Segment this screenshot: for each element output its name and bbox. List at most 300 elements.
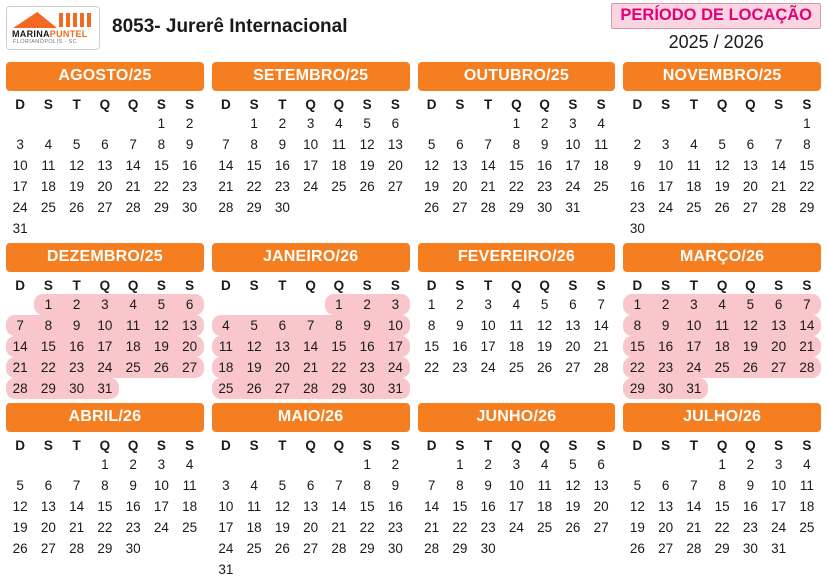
- day-cell[interactable]: 18: [331, 158, 347, 173]
- day-cell[interactable]: 30: [387, 541, 403, 556]
- day-cell[interactable]: 15: [714, 499, 730, 514]
- day-cell[interactable]: 14: [793, 315, 821, 336]
- day-cell[interactable]: 25: [537, 520, 553, 535]
- day-cell[interactable]: 23: [742, 520, 758, 535]
- day-cell[interactable]: 28: [297, 378, 325, 399]
- day-cell[interactable]: 10: [508, 478, 524, 493]
- day-cell[interactable]: 4: [44, 137, 53, 152]
- day-cell[interactable]: 2: [652, 294, 680, 315]
- day-cell[interactable]: 23: [537, 179, 553, 194]
- day-cell[interactable]: 18: [119, 336, 147, 357]
- day-cell[interactable]: 29: [623, 378, 651, 399]
- day-cell[interactable]: 16: [125, 499, 141, 514]
- day-cell[interactable]: 2: [746, 457, 755, 472]
- day-cell[interactable]: 7: [6, 315, 34, 336]
- day-cell[interactable]: 30: [742, 541, 758, 556]
- day-cell[interactable]: 1: [157, 116, 166, 131]
- day-cell[interactable]: 20: [387, 158, 403, 173]
- day-cell[interactable]: 18: [40, 179, 56, 194]
- day-cell[interactable]: 8: [363, 478, 371, 493]
- day-cell[interactable]: 17: [565, 158, 581, 173]
- day-cell[interactable]: 22: [424, 360, 440, 375]
- day-cell[interactable]: 12: [69, 158, 85, 173]
- day-cell[interactable]: 23: [629, 200, 645, 215]
- day-cell[interactable]: 14: [69, 499, 85, 514]
- day-cell[interactable]: 2: [278, 116, 287, 131]
- day-cell[interactable]: 19: [274, 520, 290, 535]
- day-cell[interactable]: 10: [153, 478, 169, 493]
- day-cell[interactable]: 18: [508, 339, 524, 354]
- day-cell[interactable]: 19: [565, 499, 581, 514]
- day-cell[interactable]: 29: [799, 200, 815, 215]
- day-cell[interactable]: 26: [424, 200, 440, 215]
- day-cell[interactable]: 15: [424, 339, 440, 354]
- day-cell[interactable]: 12: [629, 499, 645, 514]
- day-cell[interactable]: 26: [537, 360, 553, 375]
- day-cell[interactable]: 30: [182, 200, 198, 215]
- day-cell[interactable]: 24: [508, 520, 524, 535]
- day-cell[interactable]: 26: [69, 200, 85, 215]
- day-cell[interactable]: 27: [268, 378, 296, 399]
- day-cell[interactable]: 2: [540, 116, 549, 131]
- day-cell[interactable]: 19: [736, 336, 764, 357]
- day-cell[interactable]: 21: [69, 520, 85, 535]
- day-cell[interactable]: 24: [658, 200, 674, 215]
- day-cell[interactable]: 17: [12, 179, 28, 194]
- day-cell[interactable]: 21: [793, 336, 821, 357]
- day-cell[interactable]: 20: [97, 179, 113, 194]
- day-cell[interactable]: 31: [565, 200, 581, 215]
- day-cell[interactable]: 17: [303, 158, 319, 173]
- day-cell[interactable]: 25: [119, 357, 147, 378]
- day-cell[interactable]: 9: [63, 315, 91, 336]
- day-cell[interactable]: 24: [771, 520, 787, 535]
- day-cell[interactable]: 28: [218, 200, 234, 215]
- day-cell[interactable]: 16: [387, 499, 403, 514]
- day-cell[interactable]: 7: [793, 294, 821, 315]
- day-cell[interactable]: 2: [633, 137, 642, 152]
- day-cell[interactable]: 16: [63, 336, 91, 357]
- day-cell[interactable]: 30: [652, 378, 680, 399]
- day-cell[interactable]: 3: [774, 457, 783, 472]
- day-cell[interactable]: 11: [331, 137, 346, 152]
- day-cell[interactable]: 4: [185, 457, 194, 472]
- day-cell[interactable]: 3: [661, 137, 670, 152]
- day-cell[interactable]: 24: [218, 541, 234, 556]
- day-cell[interactable]: 13: [97, 158, 113, 173]
- day-cell[interactable]: 15: [325, 336, 353, 357]
- day-cell[interactable]: 7: [774, 137, 783, 152]
- day-cell[interactable]: 3: [512, 457, 521, 472]
- day-cell[interactable]: 12: [565, 478, 581, 493]
- day-cell[interactable]: 21: [297, 357, 325, 378]
- day-cell[interactable]: 8: [325, 315, 353, 336]
- day-cell[interactable]: 8: [718, 478, 726, 493]
- day-cell[interactable]: 14: [593, 318, 609, 333]
- day-cell[interactable]: 6: [268, 315, 296, 336]
- day-cell[interactable]: 11: [686, 158, 701, 173]
- day-cell[interactable]: 19: [424, 179, 440, 194]
- day-cell[interactable]: 25: [331, 179, 347, 194]
- day-cell[interactable]: 24: [381, 357, 409, 378]
- day-cell[interactable]: 21: [480, 179, 496, 194]
- day-cell[interactable]: 11: [708, 315, 736, 336]
- day-cell[interactable]: 9: [353, 315, 381, 336]
- day-cell[interactable]: 11: [182, 478, 197, 493]
- day-cell[interactable]: 13: [765, 315, 793, 336]
- day-cell[interactable]: 16: [742, 499, 758, 514]
- day-cell[interactable]: 7: [297, 315, 325, 336]
- day-cell[interactable]: 30: [629, 221, 645, 236]
- day-cell[interactable]: 13: [593, 478, 609, 493]
- day-cell[interactable]: 30: [353, 378, 381, 399]
- day-cell[interactable]: 11: [119, 315, 147, 336]
- day-cell[interactable]: 25: [508, 360, 524, 375]
- day-cell[interactable]: 26: [147, 357, 175, 378]
- day-cell[interactable]: 16: [452, 339, 468, 354]
- day-cell[interactable]: 11: [247, 499, 262, 514]
- day-cell[interactable]: 1: [250, 116, 258, 131]
- day-cell[interactable]: 30: [480, 541, 496, 556]
- day-cell[interactable]: 1: [427, 297, 436, 312]
- day-cell[interactable]: 15: [452, 499, 468, 514]
- day-cell[interactable]: 30: [63, 378, 91, 399]
- day-cell[interactable]: 29: [325, 378, 353, 399]
- day-cell[interactable]: 15: [623, 336, 651, 357]
- day-cell[interactable]: 2: [456, 297, 464, 312]
- day-cell[interactable]: 3: [484, 297, 492, 312]
- day-cell[interactable]: 29: [34, 378, 62, 399]
- day-cell[interactable]: 10: [680, 315, 708, 336]
- day-cell[interactable]: 21: [218, 179, 234, 194]
- day-cell[interactable]: 28: [6, 378, 34, 399]
- day-cell[interactable]: 25: [799, 520, 815, 535]
- day-cell[interactable]: 26: [565, 520, 581, 535]
- day-cell[interactable]: 20: [452, 179, 468, 194]
- day-cell[interactable]: 4: [212, 315, 240, 336]
- day-cell[interactable]: 8: [803, 137, 811, 152]
- day-cell[interactable]: 4: [250, 478, 258, 493]
- day-cell[interactable]: 18: [537, 499, 553, 514]
- day-cell[interactable]: 7: [335, 478, 343, 493]
- day-cell[interactable]: 1: [34, 294, 62, 315]
- day-cell[interactable]: 6: [765, 294, 793, 315]
- day-cell[interactable]: 23: [452, 360, 468, 375]
- day-cell[interactable]: 20: [40, 520, 56, 535]
- day-cell[interactable]: 20: [565, 339, 581, 354]
- day-cell[interactable]: 4: [690, 137, 698, 152]
- day-cell[interactable]: 13: [176, 315, 204, 336]
- day-cell[interactable]: 5: [718, 137, 726, 152]
- day-cell[interactable]: 12: [147, 315, 175, 336]
- day-cell[interactable]: 4: [119, 294, 147, 315]
- day-cell[interactable]: 25: [212, 378, 240, 399]
- day-cell[interactable]: 9: [540, 137, 549, 152]
- day-cell[interactable]: 17: [91, 336, 119, 357]
- day-cell[interactable]: 7: [129, 137, 137, 152]
- day-cell[interactable]: 23: [274, 179, 290, 194]
- day-cell[interactable]: 5: [633, 478, 642, 493]
- day-cell[interactable]: 22: [34, 357, 62, 378]
- day-cell[interactable]: 16: [629, 179, 645, 194]
- day-cell[interactable]: 7: [72, 478, 81, 493]
- day-cell[interactable]: 4: [512, 297, 521, 312]
- day-cell[interactable]: 27: [97, 200, 113, 215]
- day-cell[interactable]: 9: [652, 315, 680, 336]
- day-cell[interactable]: 27: [593, 520, 609, 535]
- day-cell[interactable]: 8: [250, 137, 258, 152]
- day-cell[interactable]: 17: [218, 520, 234, 535]
- day-cell[interactable]: 14: [480, 158, 496, 173]
- day-cell[interactable]: 9: [185, 137, 194, 152]
- day-cell[interactable]: 20: [268, 357, 296, 378]
- day-cell[interactable]: 4: [708, 294, 736, 315]
- day-cell[interactable]: 9: [484, 478, 492, 493]
- day-cell[interactable]: 17: [153, 499, 169, 514]
- day-cell[interactable]: 3: [91, 294, 119, 315]
- day-cell[interactable]: 8: [101, 478, 109, 493]
- day-cell[interactable]: 9: [278, 137, 287, 152]
- day-cell[interactable]: 1: [456, 457, 464, 472]
- day-cell[interactable]: 19: [12, 520, 28, 535]
- day-cell[interactable]: 9: [746, 478, 755, 493]
- day-cell[interactable]: 18: [212, 357, 240, 378]
- day-cell[interactable]: 6: [661, 478, 670, 493]
- day-cell[interactable]: 13: [40, 499, 56, 514]
- day-cell[interactable]: 28: [331, 541, 347, 556]
- day-cell[interactable]: 11: [537, 478, 552, 493]
- day-cell[interactable]: 24: [153, 520, 169, 535]
- day-cell[interactable]: 23: [182, 179, 198, 194]
- day-cell[interactable]: 18: [593, 158, 609, 173]
- day-cell[interactable]: 18: [799, 499, 815, 514]
- day-cell[interactable]: 2: [391, 457, 400, 472]
- day-cell[interactable]: 17: [771, 499, 787, 514]
- day-cell[interactable]: 24: [12, 200, 28, 215]
- day-cell[interactable]: 5: [540, 297, 549, 312]
- day-cell[interactable]: 29: [97, 541, 113, 556]
- day-cell[interactable]: 25: [686, 200, 702, 215]
- day-cell[interactable]: 10: [12, 158, 28, 173]
- day-cell[interactable]: 6: [569, 297, 577, 312]
- day-cell[interactable]: 30: [274, 200, 290, 215]
- day-cell[interactable]: 25: [246, 541, 262, 556]
- day-cell[interactable]: 28: [686, 541, 702, 556]
- day-cell[interactable]: 15: [799, 158, 815, 173]
- day-cell[interactable]: 5: [240, 315, 268, 336]
- day-cell[interactable]: 3: [306, 116, 315, 131]
- day-cell[interactable]: 27: [40, 541, 56, 556]
- day-cell[interactable]: 8: [512, 137, 521, 152]
- day-cell[interactable]: 14: [6, 336, 34, 357]
- day-cell[interactable]: 21: [686, 520, 702, 535]
- day-cell[interactable]: 20: [765, 336, 793, 357]
- day-cell[interactable]: 29: [452, 541, 468, 556]
- day-cell[interactable]: 21: [424, 520, 440, 535]
- day-cell[interactable]: 20: [742, 179, 758, 194]
- day-cell[interactable]: 6: [176, 294, 204, 315]
- day-cell[interactable]: 22: [325, 357, 353, 378]
- day-cell[interactable]: 14: [331, 499, 347, 514]
- day-cell[interactable]: 12: [736, 315, 764, 336]
- day-cell[interactable]: 11: [594, 137, 609, 152]
- day-cell[interactable]: 28: [424, 541, 440, 556]
- day-cell[interactable]: 3: [381, 294, 409, 315]
- day-cell[interactable]: 26: [714, 200, 730, 215]
- day-cell[interactable]: 14: [218, 158, 234, 173]
- day-cell[interactable]: 2: [185, 116, 194, 131]
- day-cell[interactable]: 7: [222, 137, 230, 152]
- day-cell[interactable]: 31: [771, 541, 787, 556]
- day-cell[interactable]: 22: [246, 179, 262, 194]
- day-cell[interactable]: 7: [427, 478, 436, 493]
- day-cell[interactable]: 30: [537, 200, 553, 215]
- day-cell[interactable]: 23: [125, 520, 141, 535]
- day-cell[interactable]: 1: [803, 116, 811, 131]
- day-cell[interactable]: 5: [278, 478, 287, 493]
- day-cell[interactable]: 27: [565, 360, 581, 375]
- day-cell[interactable]: 29: [359, 541, 375, 556]
- day-cell[interactable]: 7: [690, 478, 698, 493]
- day-cell[interactable]: 9: [456, 318, 464, 333]
- day-cell[interactable]: 5: [16, 478, 24, 493]
- day-cell[interactable]: 23: [387, 520, 403, 535]
- day-cell[interactable]: 20: [658, 520, 674, 535]
- day-cell[interactable]: 2: [63, 294, 91, 315]
- day-cell[interactable]: 22: [714, 520, 730, 535]
- day-cell[interactable]: 17: [658, 179, 674, 194]
- day-cell[interactable]: 28: [480, 200, 496, 215]
- day-cell[interactable]: 9: [129, 478, 137, 493]
- day-cell[interactable]: 8: [157, 137, 166, 152]
- day-cell[interactable]: 13: [565, 318, 581, 333]
- day-cell[interactable]: 13: [452, 158, 468, 173]
- day-cell[interactable]: 2: [484, 457, 492, 472]
- day-cell[interactable]: 19: [629, 520, 645, 535]
- day-cell[interactable]: 22: [359, 520, 375, 535]
- day-cell[interactable]: 1: [718, 457, 726, 472]
- day-cell[interactable]: 22: [508, 179, 524, 194]
- day-cell[interactable]: 14: [297, 336, 325, 357]
- day-cell[interactable]: 8: [456, 478, 464, 493]
- day-cell[interactable]: 25: [593, 179, 609, 194]
- day-cell[interactable]: 27: [303, 541, 319, 556]
- day-cell[interactable]: 3: [157, 457, 166, 472]
- day-cell[interactable]: 29: [246, 200, 262, 215]
- day-cell[interactable]: 3: [569, 116, 577, 131]
- day-cell[interactable]: 12: [274, 499, 290, 514]
- day-cell[interactable]: 20: [176, 336, 204, 357]
- day-cell[interactable]: 19: [240, 357, 268, 378]
- day-cell[interactable]: 9: [633, 158, 642, 173]
- day-cell[interactable]: 1: [101, 457, 109, 472]
- day-cell[interactable]: 1: [325, 294, 353, 315]
- day-cell[interactable]: 21: [125, 179, 141, 194]
- day-cell[interactable]: 18: [182, 499, 198, 514]
- day-cell[interactable]: 18: [686, 179, 702, 194]
- day-cell[interactable]: 17: [480, 339, 496, 354]
- day-cell[interactable]: 22: [799, 179, 815, 194]
- day-cell[interactable]: 26: [629, 541, 645, 556]
- day-cell[interactable]: 10: [218, 499, 234, 514]
- day-cell[interactable]: 25: [182, 520, 198, 535]
- day-cell[interactable]: 15: [246, 158, 262, 173]
- day-cell[interactable]: 2: [129, 457, 137, 472]
- day-cell[interactable]: 14: [125, 158, 141, 173]
- day-cell[interactable]: 16: [353, 336, 381, 357]
- day-cell[interactable]: 29: [714, 541, 730, 556]
- day-cell[interactable]: 15: [34, 336, 62, 357]
- day-cell[interactable]: 17: [381, 336, 409, 357]
- day-cell[interactable]: 10: [381, 315, 409, 336]
- day-cell[interactable]: 17: [680, 336, 708, 357]
- day-cell[interactable]: 5: [363, 116, 371, 131]
- day-cell[interactable]: 12: [359, 137, 375, 152]
- day-cell[interactable]: 8: [34, 315, 62, 336]
- day-cell[interactable]: 28: [593, 360, 609, 375]
- day-cell[interactable]: 11: [212, 336, 240, 357]
- day-cell[interactable]: 31: [91, 378, 119, 399]
- day-cell[interactable]: 3: [16, 137, 24, 152]
- day-cell[interactable]: 14: [424, 499, 440, 514]
- day-cell[interactable]: 27: [658, 541, 674, 556]
- day-cell[interactable]: 22: [623, 357, 651, 378]
- day-cell[interactable]: 12: [12, 499, 28, 514]
- day-cell[interactable]: 6: [597, 457, 605, 472]
- day-cell[interactable]: 1: [623, 294, 651, 315]
- day-cell[interactable]: 23: [63, 357, 91, 378]
- day-cell[interactable]: 28: [771, 200, 787, 215]
- day-cell[interactable]: 18: [708, 336, 736, 357]
- day-cell[interactable]: 31: [12, 221, 28, 236]
- day-cell[interactable]: 6: [746, 137, 755, 152]
- day-cell[interactable]: 21: [771, 179, 787, 194]
- day-cell[interactable]: 11: [41, 158, 56, 173]
- day-cell[interactable]: 7: [484, 137, 492, 152]
- day-cell[interactable]: 26: [240, 378, 268, 399]
- day-cell[interactable]: 27: [387, 179, 403, 194]
- day-cell[interactable]: 15: [359, 499, 375, 514]
- day-cell[interactable]: 3: [222, 478, 230, 493]
- day-cell[interactable]: 2: [353, 294, 381, 315]
- day-cell[interactable]: 12: [240, 336, 268, 357]
- day-cell[interactable]: 6: [44, 478, 53, 493]
- day-cell[interactable]: 10: [565, 137, 581, 152]
- day-cell[interactable]: 6: [391, 116, 400, 131]
- day-cell[interactable]: 24: [91, 357, 119, 378]
- day-cell[interactable]: 13: [658, 499, 674, 514]
- day-cell[interactable]: 14: [686, 499, 702, 514]
- day-cell[interactable]: 5: [72, 137, 81, 152]
- day-cell[interactable]: 19: [359, 158, 375, 173]
- day-cell[interactable]: 22: [153, 179, 169, 194]
- day-cell[interactable]: 24: [480, 360, 496, 375]
- day-cell[interactable]: 10: [658, 158, 674, 173]
- day-cell[interactable]: 6: [101, 137, 109, 152]
- day-cell[interactable]: 16: [274, 158, 290, 173]
- day-cell[interactable]: 27: [176, 357, 204, 378]
- day-cell[interactable]: 31: [381, 378, 409, 399]
- day-cell[interactable]: 27: [765, 357, 793, 378]
- day-cell[interactable]: 6: [456, 137, 464, 152]
- day-cell[interactable]: 10: [480, 318, 496, 333]
- day-cell[interactable]: 13: [387, 137, 403, 152]
- day-cell[interactable]: 16: [182, 158, 198, 173]
- day-cell[interactable]: 13: [742, 158, 758, 173]
- day-cell[interactable]: 23: [480, 520, 496, 535]
- day-cell[interactable]: 16: [652, 336, 680, 357]
- day-cell[interactable]: 15: [97, 499, 113, 514]
